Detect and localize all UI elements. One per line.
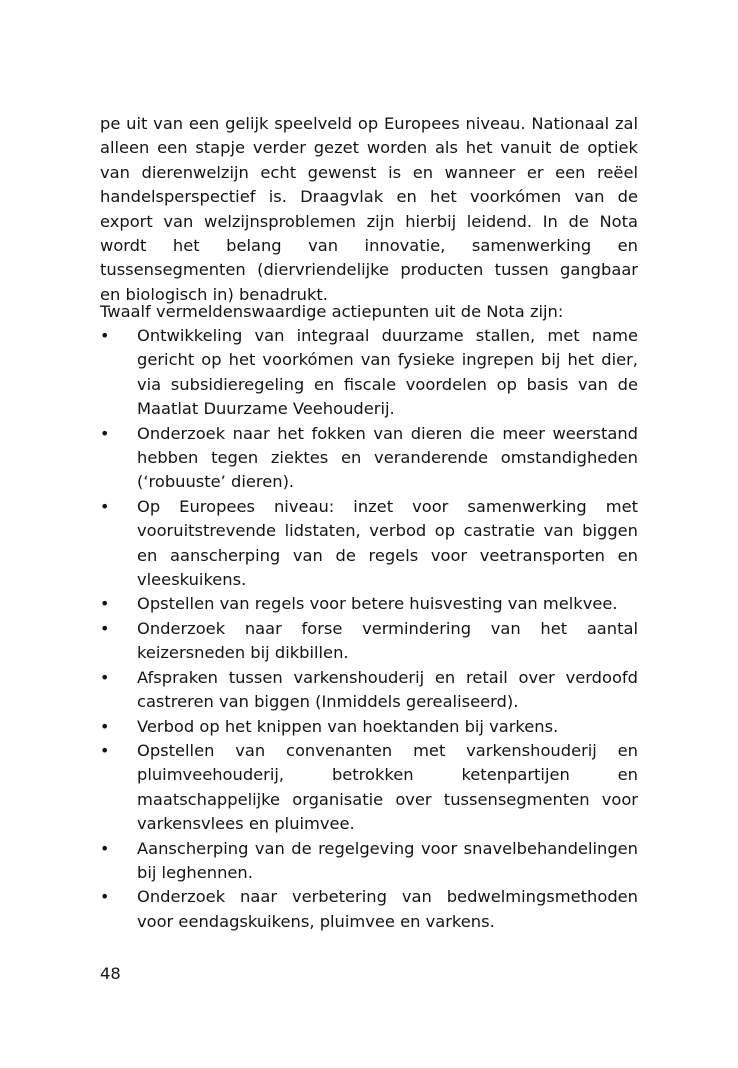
bullet-icon: • (100, 716, 110, 736)
bullet-icon: • (100, 326, 110, 345)
bullet-icon: • (100, 594, 110, 614)
list-item (100, 422, 638, 495)
list-item-text: Onderzoek naar verbetering van bedwelmingsmethoden voor eendagskuikens, pluimvee en varkens. (137, 887, 638, 931)
list-item-text: Op Europees niveau: inzet voor samenwerking met vooruitstrevende lidstaten, verbod op castratie van biggen en aanscherping van de regels voor veetransporten en vleeskuikens. (137, 496, 638, 590)
bullet-icon: • (100, 838, 110, 858)
list-item-text: Aanscherping van de regelgeving voor snavelbehandelingen bij leghennen. (137, 838, 638, 882)
list-item-text: Ontwikkeling van integraal duurzame stallen, met name gericht op het voorkómen van fysieke ingrepen bij het dier, via subsidieregeling en fiscale voordelen op basis van de Maatlat Duurzame Veehouderij. (137, 326, 638, 419)
list-item-text: Afspraken tussen varkenshouderij en retail over verdoofd castreren van biggen (Inmiddels gerealiseerd). (137, 667, 638, 712)
list-item-text: Opstellen van regels voor betere huisvesting van melkvee. (137, 594, 618, 614)
list-heading: Twaalf vermeldenswaardige actiepunten uit de Nota zijn: (100, 302, 564, 321)
list-item (100, 617, 638, 666)
list-item (100, 324, 638, 422)
list-item (100, 715, 638, 739)
list-item (100, 495, 638, 593)
bullet-icon: • (100, 423, 110, 443)
list-item-text: Onderzoek naar forse vermindering van het aantal keizersneden bij dikbillen. (137, 618, 638, 663)
list-item-text: Onderzoek naar het fokken van dieren die meer weerstand hebben tegen ziektes en veranderende omstandigheden (‘robuuste’ dieren). (137, 423, 638, 492)
bullet-icon: • (100, 887, 110, 907)
bullet-icon: • (100, 496, 110, 516)
bullet-icon: • (100, 740, 110, 760)
list-item (100, 666, 638, 715)
list-item (100, 592, 638, 616)
list-item-text: Opstellen van convenanten met varkenshouderij en pluimveehouderij, betrokken ketenpartijen en maatschappelijke organisatie over tussensegmenten voor varkensvlees en pluimvee. (137, 740, 638, 834)
list-item (100, 885, 638, 934)
action-points-list (100, 324, 638, 934)
page-number: 48 (100, 964, 121, 983)
list-item (100, 739, 638, 837)
bullet-icon: • (100, 618, 110, 638)
bullet-icon: • (100, 667, 110, 687)
intro-paragraph: pe uit van een gelijk speelveld op Europees niveau. Nationaal zal alleen een stapje verder gezet worden als het vanuit de optiek van dierenwelzijn echt gewenst is en wanneer er een reëel handelsperspectief is. Draagvlak en het voorkómen van de export van welzijnsproblemen zijn hierbij leidend. In de Nota wordt het belang van innovatie, samenwerking en tussensegmenten (diervriendelijke producten tussen gangbaar en biologisch in) benadrukt. (100, 114, 638, 304)
list-item (100, 837, 638, 886)
list-item-text: Verbod op het knippen van hoektanden bij varkens. (137, 716, 559, 736)
